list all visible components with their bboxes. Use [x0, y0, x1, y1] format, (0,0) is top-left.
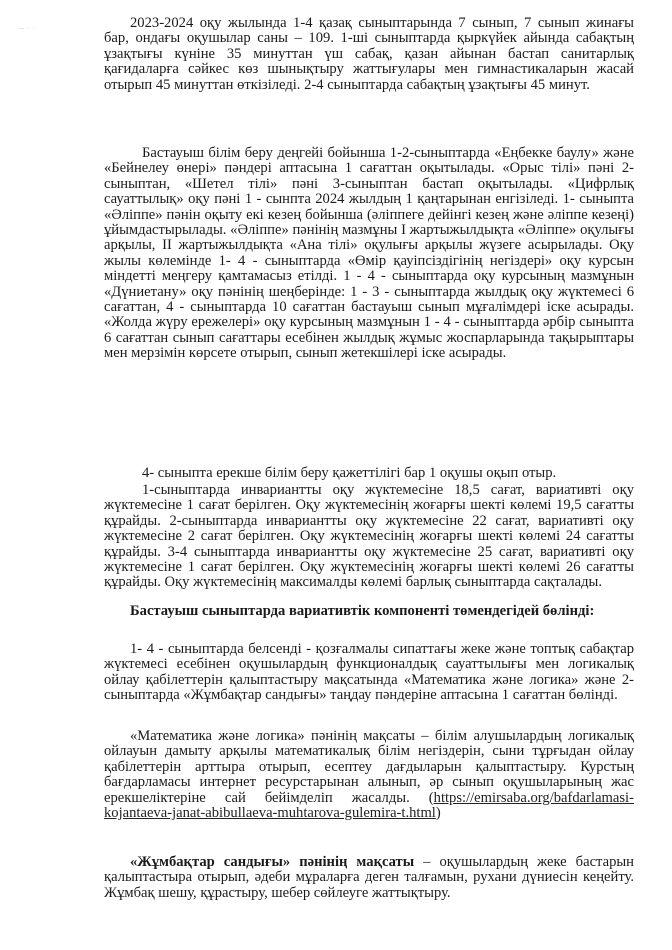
- paragraph-text: «Математика және логика» пәнінің мақсаты – білім алушылардың логикалық ойлауын дамыту арқылы математикалық білім негіздерін, сыни тұрғыдан ойлау қабілеттерін арттыра отырып, есептеу дағдыларын қалыптастыру. Курстың бағдарламасы интернет ресурстарынан алынып, әр сынып оқушыларының жас ерекшеліктеріне сай бейімделіп жасалды.: [104, 728, 634, 806]
- paragraph-text: – оқушылардың жеке бастарын қалыптастыра отырып, әдеби мұраларға деген талғамын, рухани дүниесін кеңейту. Жұмбақ шешу, құрастыру, шебер сөйлеуге жаттықтыру.: [104, 854, 634, 901]
- paragraph-variative: [104, 642, 634, 704]
- paragraph-class-info: [104, 16, 634, 93]
- paragraph-text: 1- 4 - сыныптарда белсенді - қозғалмалы сипаттағы жеке және топтық сабақтар жүктемесі есебінен оқушылардың функционалдық сауаттылығы мен логикалық ойлау қабілеттерін қалыптастыру мақсатында «Математика және логика» және 2- сыныптарда «Жұмбақтар сандығы» таңдау пәндеріне аптасына 1 сағаттан бөлінді.: [104, 641, 634, 704]
- link-close-paren: ): [435, 805, 441, 822]
- paragraph-text: 2023-2024 оқу жылында 1-4 қазақ сыныптарында 7 сынып, 7 сынып жинағы бар, ондағы оқушылар саны – 109. 1-ші сыныптарда қыркүйек айында сабақтың ұзақтығы күніне 35 минуттан үш сабақ, қазан айынан бастап санитарлық қағидаларға сәйкес көз шынықтыру жаттығулары мен гимнастикаларын жасай отырып 45 минуттан өткізіледі. 2-4 сыныптарда сабақтың ұзақтығы 45 минут.: [104, 15, 634, 93]
- riddles-subject-title: «Жұмбақтар сандығы» пәнінің мақсаты: [130, 854, 415, 870]
- section-heading: [104, 604, 634, 619]
- link-open-paren: (: [428, 789, 434, 806]
- scan-margin-mark: — · ·: [18, 26, 36, 32]
- paragraph-subjects: [104, 146, 634, 362]
- curriculum-link[interactable]: https://emirsaba.org/bafdarlamasi-kojantaeva-janat-abibullaeva-muhtarova-gulemira-t.html: [104, 789, 634, 822]
- heading-text: Бастауыш сыныптарда вариативтік компоненті төмендегідей бөлінді:: [130, 603, 595, 619]
- paragraph-text: 4- сыныпта ерекше білім беру қажеттілігі бар 1 оқушы оқып отыр.: [142, 465, 557, 481]
- paragraph-riddles: [104, 855, 634, 901]
- paragraph-workload: [104, 483, 634, 591]
- paragraph-text: 1-сыныптарда инвариантты оқу жүктемесіне 18,5 сағат, вариативті оқу жүктемесіне 1 сағат берілген. Оқу жүктемесінің жоғарғы шекті көлемі 19,5 сағатты құрайды. 2-сыныптарда инвариантты оқу жүктемесіне 22 сағат, вариативті оқу жүктемесіне 2 сағат берілген. Оқу жүктемесінің жоғарғы шекті көлемі 24 сағатты құрайды. 3-4 сыныптарда инвариантты оқу жүктемесіне 25 сағат, вариативті оқу жүктемесіне 1 сағат берілген. Оқу жүктемесінің жоғарғы шекті көлемі 26 сағатты құрайды. Оқу жүктемесінің максималды көлемі барлық сыныптарда сақталады.: [104, 482, 634, 591]
- paragraph-text: Бастауыш білім беру деңгейі бойынша 1-2-сыныптарда «Еңбекке баулу» және «Бейнелеу өнері» пәндері аптасына 1 сағаттан оқытылады. «Орыс тілі» пәні 2-сыныптан, «Шетел тілі» пәні 3-сыныптан бастап оқытылады. «Цифрлық сауаттылық» оқу пәні 1 - сынпта 2024 жылдың 1 қаңтарынан енгізіледі. 1- сыныпта «Әліппе» пәнін оқыту екі кезең бойынша (әліппеге дейінгі кезең және әліппе кезеңі) ұйымдастырылады. «Әліппе» пәнінің мазмұны І жартыжылдықта «Әліппе» оқулығы арқылы, ІІ жартыжылдықта «Ана тілі» оқулығы арқылы жүзеге асырылады. Оқу жылы көлемінде 1- 4 - сыныптарда «Өмір қауіпсіздігінің негіздері» оқу курсын міндетті меңгеру қамтамасыз етілді. 1 - 4 - сыныптарда оқу курсының мазмұнын «Дүниетану» оқу пәнінің шеңберінде: 1 - 3 - сыныптарда жылдық оқу жүктемесі 6 сағаттан, 4 - сыныптарда 10 сағаттан бастауыш сынып мұғалімдері іске асырады. «Жолда жүру ережелері» оқу курсының мазмұнын 1 - 4 - сыныптарда әрбір сыныпта 6 сағаттан сынып сағаттары есебінен жылдық жұмыс жоспарларында тақырыптары мен мерзімін көрсете отырып, сынып жетекшілері іске асырады.: [104, 145, 634, 362]
- paragraph-math-logic: [104, 729, 634, 821]
- paragraph-special-needs: [104, 466, 634, 481]
